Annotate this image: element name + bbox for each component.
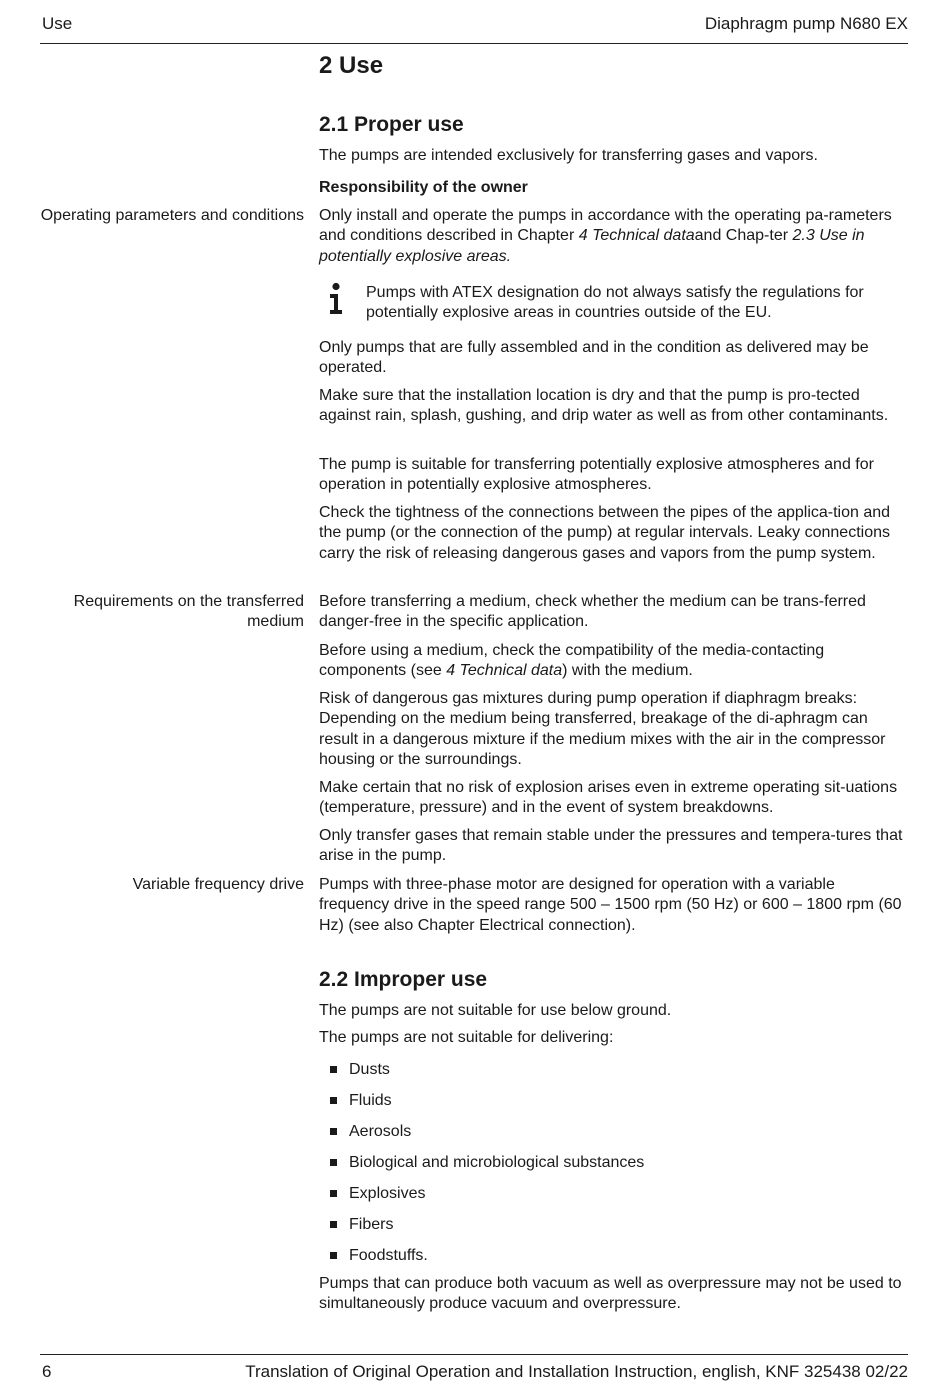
bullet-icon (330, 1190, 337, 1197)
vfd-paragraph: Pumps with three-phase motor are designed for operation with a variable frequency drive in the speed range 500 – 1500 rpm (50 Hz) or 600 – 1800 rpm (60 Hz) (see also Chapter Electrical connection). (319, 876, 902, 934)
bullet-icon (330, 1097, 337, 1104)
bullet-icon (330, 1128, 337, 1135)
header-chapter: Use (42, 14, 73, 33)
bullet-icon (330, 1159, 337, 1166)
explosive-areas-reference[interactable]: 2.3 Use in potentially explosive areas. (319, 227, 865, 265)
atex-note: Pumps with ATEX designation do not always satisfy the regulations for potentially explosive areas in countries outside of the EU. (366, 284, 864, 322)
header-rule (40, 43, 908, 44)
proper-use-intro: The pumps are intended exclusively for transferring gases and vapors. (319, 147, 818, 164)
operating-paragraph (319, 206, 909, 267)
info-icon (326, 282, 346, 316)
risk-paragraph: Risk of dangerous gas mixtures during pump operation if diaphragm breaks: Depending on the medium being transferred, breakage of the di-aphragm can result in a dangerous mixture if the medium mixes with the air in the compressor housing or the surroundings. (319, 690, 886, 769)
bullet-icon (330, 1252, 337, 1259)
compat-text-a: Before using a medium, check the compatibility of the media-contacting components (see (319, 642, 825, 680)
bullet-icon (330, 1221, 337, 1228)
compat-technical-data-reference[interactable]: 4 Technical data (446, 662, 563, 680)
operating-text-b: and Chap-ter (694, 227, 793, 245)
operating-text-a: Only install and operate the pumps in accordance with the operating pa-rameters and conditions described in Chapter (319, 207, 892, 245)
before-transfer-paragraph: Before transferring a medium, check whether the medium can be trans-ferred danger-free in the specific application. (319, 593, 866, 631)
vacuum-paragraph: Pumps that can produce both vacuum as well as overpressure may not be used to simultaneously produce vacuum and overpressure. (319, 1275, 902, 1313)
footer-document-info: Translation of Original Operation and Installation Instruction, english, KNF 325438 02/22 (245, 1362, 908, 1381)
side-label-operating: Operating parameters and conditions (40, 207, 304, 224)
proper-use-heading: 2.1 Proper use (319, 113, 464, 136)
below-ground-paragraph: The pumps are not suitable for use below ground. (319, 1002, 672, 1019)
page-number: 6 (42, 1362, 52, 1381)
bullet-icon (330, 1066, 337, 1073)
stable-paragraph: Only transfer gases that remain stable under the pressures and tempera-tures that arise in the pump. (319, 827, 903, 865)
technical-data-reference[interactable]: 4 Technical data (578, 227, 695, 245)
improper-use-heading: 2.2 Improper use (319, 968, 488, 991)
footer-rule (40, 1354, 908, 1355)
compatibility-paragraph (319, 641, 909, 682)
suitable-paragraph: The pump is suitable for transferring potentially explosive atmospheres and for operation in potentially explosive atmospheres. (319, 456, 874, 494)
explosion-paragraph: Make certain that no risk of explosion arises even in extreme operating sit-uations (temperature, pressure) and in the event of system breakdowns. (319, 779, 898, 817)
assembled-paragraph: Only pumps that are fully assembled and in the condition as delivered may be operated. (319, 339, 869, 377)
not-suitable-paragraph: The pumps are not suitable for delivering: (319, 1029, 614, 1046)
side-label-medium: Requirements on the transferred medium (73, 593, 304, 631)
side-label-vfd: Variable frequency drive (132, 876, 304, 893)
header-product: Diaphragm pump N680 EX (704, 14, 908, 33)
section-title: 2 Use (319, 52, 384, 79)
compat-text-b: ) with the medium. (562, 662, 693, 680)
owner-responsibility-heading: Responsibility of the owner (319, 179, 528, 196)
location-paragraph: Make sure that the installation location is dry and that the pump is pro-tected against rain, splash, gushing, and drip water as well as from other contaminants. (319, 387, 889, 425)
tightness-paragraph: Check the tightness of the connections between the pipes of the applica-tion and the pump (or the connection of the pump) at regular intervals. Leaky connections carry the risk of releasing dangerous gases and vapors from the pump system. (319, 504, 891, 562)
